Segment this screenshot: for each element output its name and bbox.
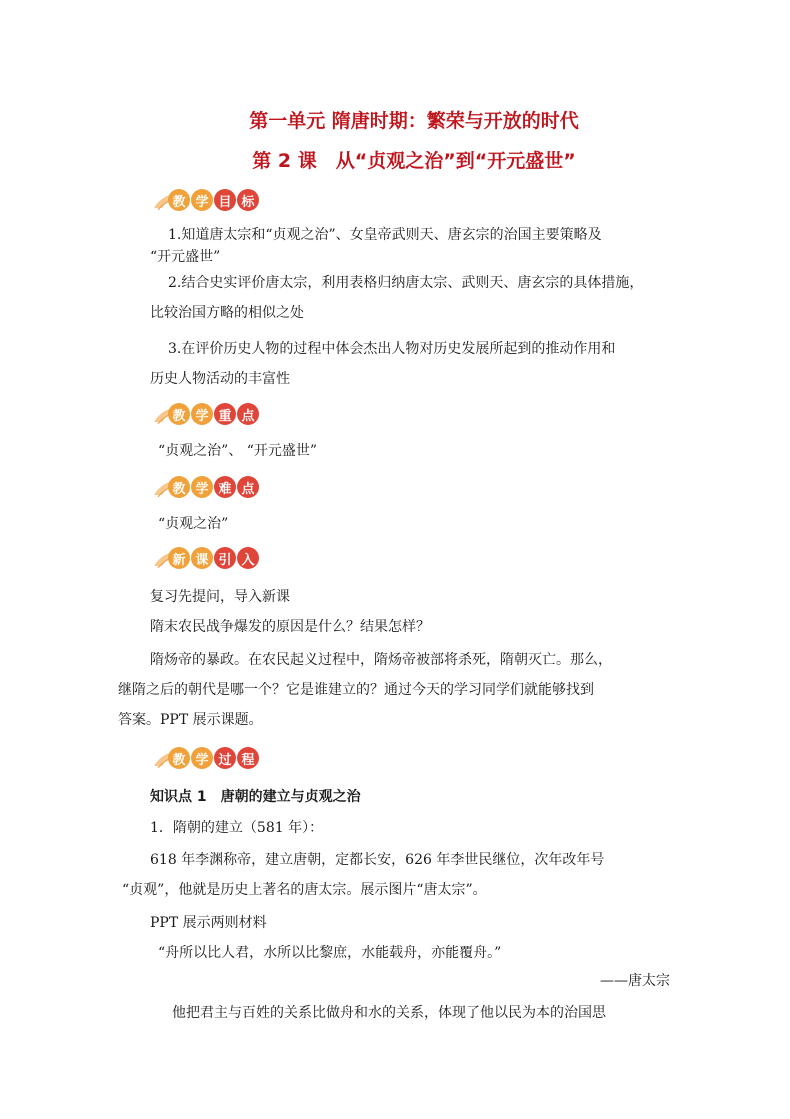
goal-2-line-1: 2.结合史实评价唐太宗，利用表格归纳唐太宗、武则天、唐玄宗的具体措施， bbox=[168, 275, 644, 291]
badge-char: 引 bbox=[214, 547, 236, 569]
goal-3-line-1: 3.在评价历史人物的过程中体会杰出人物对历史发展所起到的推动作用和 bbox=[168, 341, 616, 357]
quote-attribution: ——唐太宗 bbox=[600, 973, 670, 989]
badge-char: 入 bbox=[237, 547, 259, 569]
goal-3-line-2: 历史人物活动的丰富性 bbox=[150, 371, 290, 387]
intro-line-2: 隋末农民战争爆发的原因是什么？结果怎样？ bbox=[150, 619, 430, 635]
section-badge-goals bbox=[152, 188, 272, 212]
process-last-line: 他把君主与百姓的关系比做舟和水的关系，体现了他以民为本的治国思 bbox=[172, 1005, 606, 1021]
section-badge-difficult-points bbox=[152, 475, 272, 499]
quote: “舟所以比人君，水所以比黎庶，水能载舟，亦能覆舟。” bbox=[158, 945, 502, 961]
badge-char: 课 bbox=[191, 547, 213, 569]
intro-line-5: 答案。PPT 展示课题。 bbox=[118, 712, 263, 728]
badge-char: 学 bbox=[191, 403, 213, 425]
goal-1-line-2: “开元盛世” bbox=[150, 249, 221, 265]
badge-char: 教 bbox=[168, 747, 190, 769]
difficult-points-text: “贞观之治” bbox=[158, 516, 229, 532]
badge-char: 程 bbox=[237, 747, 259, 769]
section-badge-intro bbox=[152, 546, 272, 570]
badge-char: 教 bbox=[168, 189, 190, 211]
ppt-note: PPT 展示两则材料 bbox=[150, 915, 267, 931]
knowledge-point-1-heading: 知识点 1 唐朝的建立与贞观之治 bbox=[150, 789, 361, 805]
badge-char: 教 bbox=[168, 476, 190, 498]
process-paragraph-line-1: 618 年李渊称帝，建立唐朝，定都长安，626 年李世民继位，次年改年号 bbox=[150, 852, 605, 868]
goal-1-line-1: 1.知道唐太宗和“贞观之治”、女皇帝武则天、唐玄宗的治国主要策略及 bbox=[168, 227, 602, 243]
section-badge-process bbox=[152, 746, 272, 770]
badge-char: 点 bbox=[237, 476, 259, 498]
badge-char: 目 bbox=[214, 189, 236, 211]
badge-char: 过 bbox=[214, 747, 236, 769]
badge-char: 学 bbox=[191, 747, 213, 769]
unit-title: 第一单元 隋唐时期：繁荣与开放的时代 bbox=[249, 110, 579, 132]
badge-char: 难 bbox=[214, 476, 236, 498]
badge-char: 学 bbox=[191, 476, 213, 498]
intro-line-1: 复习先提问，导入新课 bbox=[150, 589, 290, 605]
badge-char: 教 bbox=[168, 403, 190, 425]
process-paragraph-line-2: “贞观”，他就是历史上著名的唐太宗。展示图片“唐太宗”。 bbox=[122, 882, 487, 898]
intro-line-3: 隋炀帝的暴政。在农民起义过程中，隋炀帝被部将杀死，隋朝灭亡。那么， bbox=[150, 652, 612, 668]
badge-char: 点 bbox=[237, 403, 259, 425]
goal-2-line-2: 比较治国方略的相似之处 bbox=[150, 305, 304, 321]
subsection-1: 1．隋朝的建立（581 年）： bbox=[150, 820, 324, 836]
key-points-text: “贞观之治”、 “开元盛世” bbox=[158, 443, 318, 459]
badge-char: 新 bbox=[168, 547, 190, 569]
badge-char: 重 bbox=[214, 403, 236, 425]
badge-char: 标 bbox=[237, 189, 259, 211]
lesson-title: 第 2 课 从“贞观之治”到“开元盛世” bbox=[252, 150, 576, 172]
intro-line-4: 继隋之后的朝代是哪一个？它是谁建立的？通过今天的学习同学们就能够找到 bbox=[118, 682, 594, 698]
badge-char: 学 bbox=[191, 189, 213, 211]
section-badge-key-points bbox=[152, 402, 272, 426]
